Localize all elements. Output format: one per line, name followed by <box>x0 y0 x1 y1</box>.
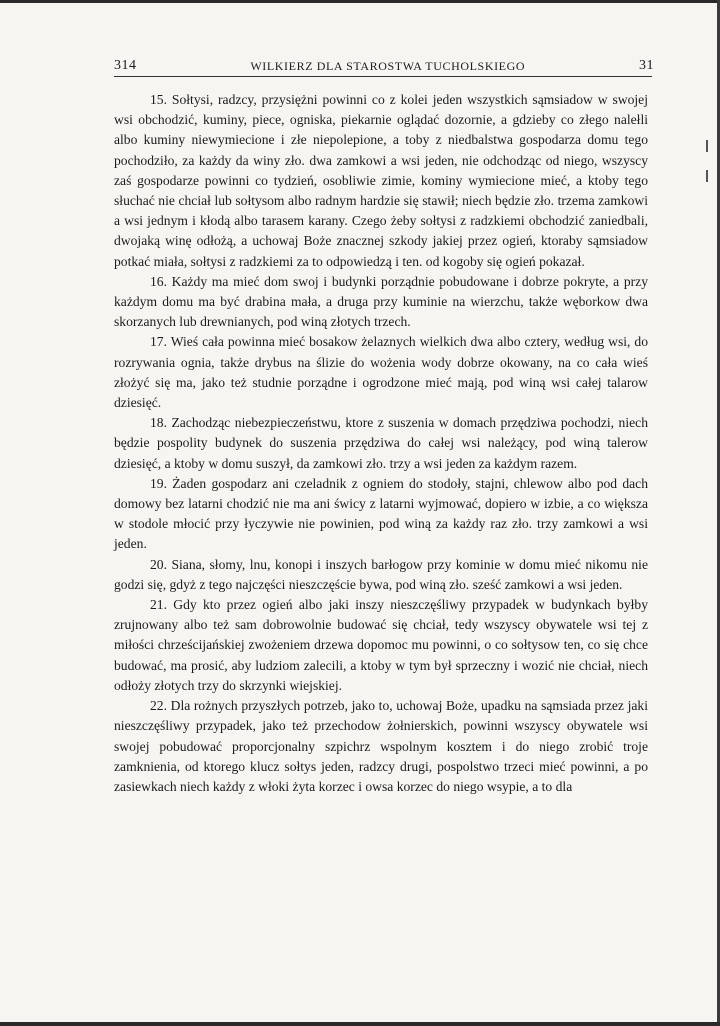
paragraph-17: 17. Wieś cała powinna mieć bosakow żelaznych wielkich dwa albo cztery, według wsi, do rozrywania ognia, także drybus na ślizie do wożenia wody dobrze okowany, na co cała wieś złożyć się ma, jako też studnie porządne i ogrodzone mieć mają, pod winą wsi całej talarow dziesięć. <box>114 334 648 411</box>
scan-edge-bottom <box>0 1022 720 1026</box>
margin-mark <box>706 140 708 152</box>
paragraph-19: 19. Żaden gospodarz ani czeladnik z ogniem do stodoły, stajni, chlewow albo pod dach domowy bez latarni chodzić nie ma ani świcy z latarni wyjmować, dopiero w izbie, a co większa w stodole młocić przy łyczywie nie powinien, pod winą za każdy raz zło. trzy zamkowi a wsi jeden. <box>114 475 648 552</box>
margin-marks <box>706 140 712 200</box>
scan-edge-top <box>0 0 720 3</box>
margin-mark <box>706 170 708 182</box>
body-text <box>114 90 648 797</box>
paragraph-16: 16. Każdy ma mieć dom swoj i budynki porządnie pobudowane i dobrze pokryte, a przy każdym domu ma być drabina mała, a druga przy kuminie na wierzchu, także węborkow dwa skorzanych lub drewnianych, pod winą złotych trzech. <box>114 273 648 330</box>
paragraph-15: 15. Sołtysi, radzcy, przysiężni powinni co z kolei jeden wszystkich sąmsiadow w swojej wsi obchodzić, kuminy, piece, ogniska, piekarnie oglądać dozornie, a gdzieby co złego nalełli albo kuminy niewymiecione i złe niepolepione, a toby z niedbalstwa gospodarza domu tego pochodziło, za każdy da winy zło. dwa zamkowi a wsi jeden, nie odchodząc od niego, wszyscy zaś gospodarze powinni co tydzień, osobliwie zimie, kominy wymiecione mieć, a ktoby tego słuchać nie chciał lub sołtysom albo radnym hardzie się stawił; niech będzie zło. trzema zamkowi a wsi jednym i kłodą albo tarasem karany. Czego żeby sołtysi z radzkiemi obchodzić zaniedbali, dwojaką winę odłożą, a uchowaj Boże znacznej szkody jakiej przez ogień, ktoraby sąmsiadow potkać miała, sołtysi z radzkiemi za to odpowiedzą i ten. od kogoby się ogień pokazał. <box>114 92 648 269</box>
page-header <box>114 52 654 74</box>
paragraph-20: 20. Siana, słomy, lnu, konopi i inszych barłogow przy kominie w domu mieć nikomu nie godzi się, gdyż z tego najczęści nieszczęście bywa, pod winą zło. sześć zamkowi a wsi jeden. <box>114 556 648 592</box>
page-number: 314 <box>114 58 137 73</box>
paragraph-18: 18. Zachodząc niebezpieczeństwu, ktore z suszenia w domach przędziwa pochodzi, niech będzie pospolity budynek do suszenia przędziwa do całej wsi należący, pod winą talerow dziesięć, a ktoby w domu suszył, da zamkowi zło. trzy a wsi jeden za każdym razem. <box>114 415 648 471</box>
right-page-mark: 31 <box>639 58 654 73</box>
paragraph-22: 22. Dla rożnych przyszłych potrzeb, jako to, uchowaj Boże, upadku na sąmsiada przez jaki nieszczęśliwy przypadek, jako też przechodow żołnierskich, powinni wszyscy obywatele wsi swojej pobudować proporcjonalny szpichrz wspolnym kosztem i do niego zrobić troje zamknienia, od ktorego klucz sołtys jeden, radzcy drugi, pospolstwo trzeci mieć powinni, a po zasiewkach niech każdy z włoki żyta korzec i owsa korzec do niego wsypie, a to dla <box>114 698 648 794</box>
running-title: WILKIERZ DLA STAROSTWA TUCHOLSKIEGO <box>250 59 526 73</box>
paragraph-21: 21. Gdy kto przez ogień albo jaki inszy nieszczęśliwy przypadek w budynkach byłby zrujnowany albo też sam dobrowolnie budować się chciał, tedy wszyscy obywatele wsi tej z miłości chrześcijańskiej zwożeniem drzewa dopomoc mu powinni, o co sołtysow ten, co się chce budować, ma prosić, aby ludziom zalecili, a ktoby w tym był sprzeczny i wozić nie chciał, niech odłoży złotych trzy do skrzynki wiejskiej. <box>114 597 648 693</box>
header-rule <box>114 76 652 77</box>
